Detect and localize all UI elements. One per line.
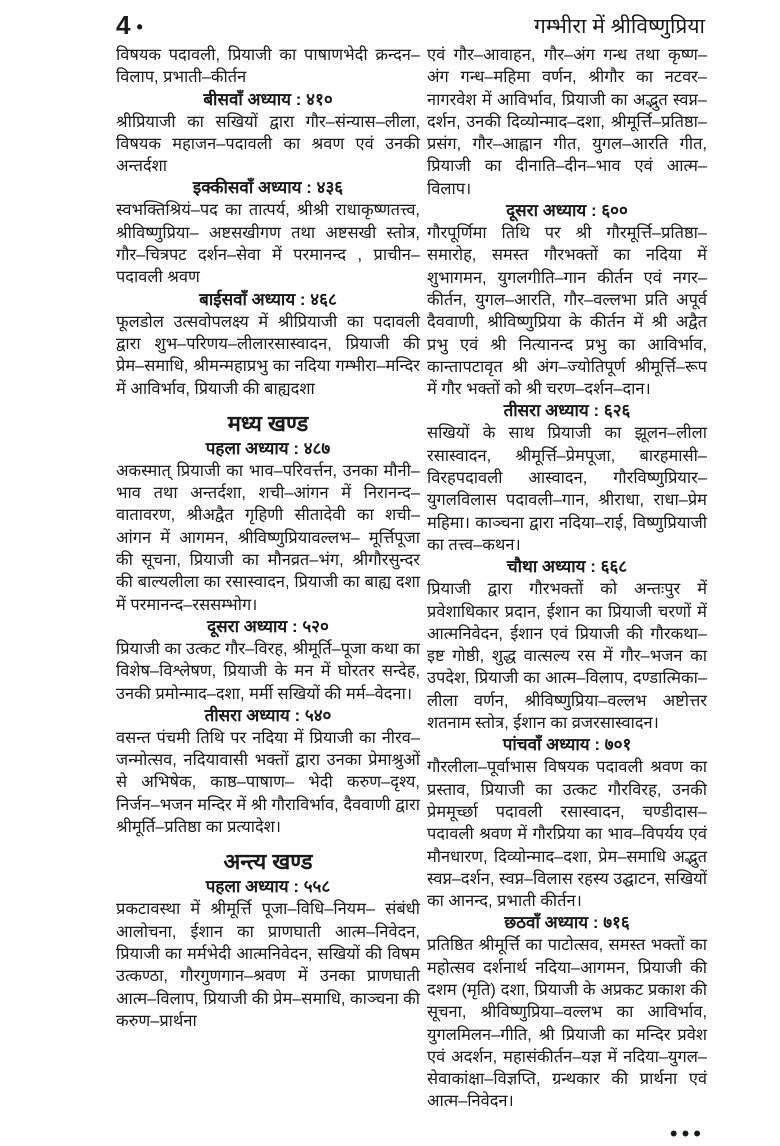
contents-paragraph: गौरपूर्णिमा तिथि पर श्री गौरमूर्त्ति–प्रतिष्ठा–समारोह, समस्त गौरभक्तों का नदिया में शुभागमन, युगलगीति–गान कीर्तन एवं नगर–कीर्तन, युगल–आरति, गौर–वल्लभा प्रति अपूर्व दैववाणी, श्रीविष्णुप्रिया के कीर्तन में श्री अद्वैत प्रभु एवं श्री नित्यानन्द प्रभु का आविर्भाव, कान्तापटावृत श्री अंग–ज्योतिपूर्ण श्रीमूर्त्ति–रूप में गौर भक्तों को श्री चरण–दर्शन–दान। (427, 224, 707, 399)
chapter-heading: पहला अध्याय : ४८७ (205, 438, 331, 458)
contents-paragraph: वसन्त पंचमी तिथि पर नदिया में प्रियाजी का नीरव–जन्मोत्सव, नदियावासी भक्तों द्वारा उनका प्रेमाश्रुओं से अभिषेक, काष्ठ–पाषाण– भेदी करुण–दृश्य, निर्जन–भजन मन्दिर में श्री गौराविर्भाव, दैववाणी द्वारा श्रीमूर्ति–प्रतिष्ठा का प्रत्यादेश। (116, 728, 420, 837)
contents-paragraph: गौरलीला–पूर्वाभास विषयक पदावली श्रवण का प्रस्ताव, प्रियाजी का उत्कट गौरविरह, उनकी प्रेममूर्च्छा पदावली रसास्वादन, चण्डीदास–पदावली श्रवण में गौरप्रिया का भाव–विपर्यय एवं मौनधारण, दिव्योन्माद–दशा, प्रेम–समाधि अद्भुत स्वप्न–दर्शन, स्वप्न–विलास रहस्य उद्घाटन, सखियों का आनन्द, प्रभाती कीर्तन। (427, 758, 707, 911)
chapter-heading: दूसरा अध्याय : ६०० (506, 201, 628, 221)
chapter-heading: पांचवाँ अध्याय : ७०१ (502, 735, 632, 755)
section-heading: अन्त्य खण्ड (223, 849, 313, 875)
chapter-heading: तीसरा अध्याय : ५४० (204, 705, 332, 725)
chapter-heading: पहला अध्याय : ५५८ (205, 877, 331, 897)
running-header-title: गम्भीरा में श्रीविष्णुप्रिया (534, 15, 705, 38)
contents-paragraph: सखियों के साथ प्रियाजी का झूलन–लीला रसास्वादन, श्रीमूर्त्ति–प्रेमपूजा, बारहमासी–विरहपदावली आस्वादन, गौरविष्णुप्रियार–युगलविलास पदावली–गान, श्रीराधा, राधा–प्रेम महिमा। काञ्चना द्वारा नदिया–राई, विष्णुप्रियाजी का तत्त्व–कथन। (427, 424, 707, 554)
contents-paragraph: प्रियाजी द्वारा गौरभक्तों को अन्तःपुर में प्रवेशाधिकार प्रदान, ईशान का प्रियाजी चरणों में आत्मनिवेदन, ईशान एवं प्रियाजी की गौरकथा–इष्ट गोष्ठी, शुद्ध वात्सल्य रस में गौर–भजन का उपदेश, प्रियाजी का आत्म–विलाप, दण्डात्मिका–लीला वर्णन, श्रीविष्णुप्रिया–वल्लभ अष्टोत्तर शतनाम स्तोत्र, ईशान का व्रजरसास्वादन। (427, 580, 707, 733)
contents-paragraph: प्रियाजी का उत्कट गौर–विरह, श्रीमूर्ति–पूजा कथा का विशेष–विश्लेषण, प्रियाजी के मन में घोरतर सन्देह, उनकी प्रमोन्माद–दशा, मर्मी सखियों की मर्म–वेदना। (116, 639, 420, 703)
contents-paragraph: एवं गौर–आवाहन, गौर–अंग गन्ध तथा कृष्ण–अंग गन्ध–महिमा वर्णन, श्रीगौर का नटवर–नागरवेश में आविर्भाव, प्रियाजी का अद्भुत स्वप्न–दर्शन, उनकी दिव्योन्माद–दशा, श्रीमूर्त्ति–प्रतिष्ठा–प्रसंग, गौर–आह्वान गीत, युगल–आरति गीत, प्रियाजी का दीनाति–दीन–भाव एवं आत्म–विलाप। (427, 46, 707, 198)
contents-paragraph: फूलडोल उत्सवोपलक्ष्य में श्रीप्रियाजी का पदावली द्वारा शुभ–परिणय–लीलारसास्वादन, प्रियाजी की प्रेम–समाधि, श्रीमन्महाप्रभु का नदिया गम्भीरा–मन्दिर में आविर्भाव, प्रियाजी की बाह्यदशा (116, 312, 420, 398)
chapter-heading: छठवाँ अध्याय : ७१६ (504, 913, 630, 933)
contents-paragraph: अकस्मात् प्रियाजी का भाव–परिवर्त्तन, उनका मौनी–भाव तथा अन्तर्दशा, शची–आंगन में निरानन्द–वातावरण, श्रीअद्वैत गृहिणी सीतादेवी का शची–आंगन में आगमन, श्रीविष्णुप्रियावल्लभ– मूर्त्तिपूजा की सूचना, प्रियाजी का मौनव्रत–भंग, श्रीगौरसुन्दर की बाल्यलीला का रसास्वादन, प्रियाजी का बाह्य दशा में परमानन्द–रससम्भोग। (116, 461, 420, 614)
contents-paragraph: विषयक पदावली, प्रियाजी का पाषाणभेदी क्रन्दन–विलाप, प्रभाती–कीर्तन (116, 46, 420, 87)
chapter-heading: तीसरा अध्याय : ६२६ (503, 401, 631, 421)
chapter-heading: बीसवाँ अध्याय : ४१० (203, 89, 333, 109)
contents-paragraph: प्रकटावस्था में श्रीमूर्त्ति पूजा–विधि–नियम– संबंधी आलोचना, ईशान का प्राणघाती आत्म–निवेदन, प्रियाजी का मर्मभेदी आत्मनिवेदन, सखियों की विषम उत्कण्ठा, गौरगुणगान–श्रवण में उनका प्राणघाती आत्म–विलाप, प्रियाजी की प्रेम–समाधि, काञ्चना की करुण–प्रार्थना (116, 900, 420, 1030)
page-number-text: 4 (116, 10, 131, 40)
left-column (116, 44, 420, 1032)
page-number-dot: • (136, 16, 143, 37)
chapter-heading: बाईसवाँ अध्याय : ४६८ (199, 289, 337, 309)
contents-paragraph: श्रीप्रियाजी का सखियों द्वारा गौर–संन्यास–लीला, विषयक महाजन–पदावली का श्रवण एवं उनकी अन्तर्दशा (116, 112, 420, 176)
chapter-heading: इक्कीसवाँ अध्याय : ४३६ (192, 178, 344, 198)
page-number (116, 10, 143, 41)
end-ornament: ••• (669, 1120, 705, 1146)
contents-paragraph: प्रतिष्ठित श्रीमूर्त्ति का पाटोत्सव, समस्त भक्तों का महोत्सव दर्शनार्थ नदिया–आगमन, प्रियाजी की दशम (मृति) दशा, प्रियाजी के अप्रकट प्रकाश की सूचना, श्रीविष्णुप्रिया–वल्लभ का आविर्भाव, युगलमिलन–गीति, श्री प्रियाजी का मन्दिर प्रवेश एवं अदर्शन, महासंकीर्तन–यज्ञ में नदिया–युगल–सेवाकांक्षा–विज्ञप्ति, ग्रन्थकार की प्रार्थना एवं आत्म–निवेदन। (427, 936, 707, 1111)
chapter-heading: दूसरा अध्याय : ५२० (207, 616, 329, 636)
section-heading: मध्य खण्ड (227, 410, 309, 436)
right-column (427, 44, 707, 1145)
chapter-heading: चौथा अध्याय : ६६८ (506, 557, 628, 577)
contents-paragraph: स्वभक्तिश्रियं–पद का तात्पर्य, श्रीश्री राधाकृष्णतत्त्व, श्रीविष्णुप्रिया– अष्टसखीगण तथा अष्टसखी स्तोत्र, गौर–चित्रपट दर्शन–सेवा में परमानन्द , प्राचीन–पदावली श्रवण (116, 201, 420, 287)
